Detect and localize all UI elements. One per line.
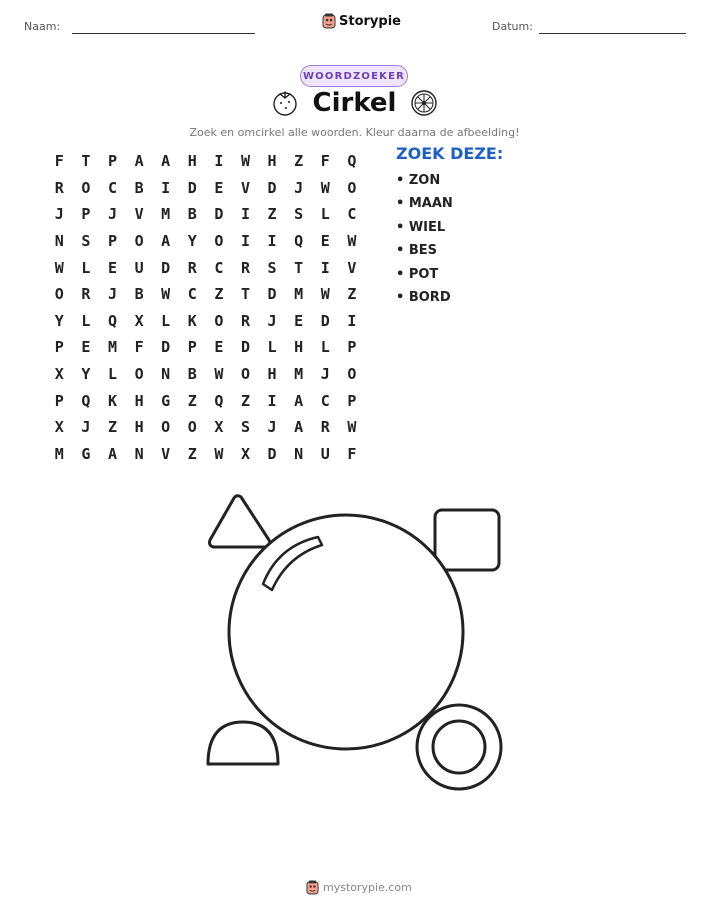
grid-letter[interactable]: Y [81,365,91,384]
grid-letter[interactable]: S [81,232,91,251]
grid-letter[interactable]: C [187,285,197,304]
footer [306,880,412,895]
grid-letter[interactable]: O [347,178,357,197]
grid-letter[interactable]: D [267,178,277,197]
grid-letter[interactable]: L [81,311,91,330]
grid-letter[interactable]: M [294,365,304,384]
grid-letter[interactable]: W [347,232,357,251]
grid-letter[interactable]: C [214,258,224,277]
grid-letter[interactable]: P [107,232,117,251]
grid-letter[interactable]: I [320,258,330,277]
grid-letter[interactable]: Z [107,418,117,437]
word-item: • ZON [396,171,453,194]
grid-letter[interactable]: Q [347,152,357,171]
grid-letter[interactable]: H [134,418,144,437]
grid-letter[interactable]: Z [347,285,357,304]
grid-letter[interactable]: M [294,285,304,304]
grid-letter[interactable]: L [107,365,117,384]
grid-letter[interactable]: O [161,418,171,437]
grid-letter[interactable]: N [134,444,144,463]
name-label: Naam: [24,20,61,33]
grid-letter[interactable]: D [240,338,250,357]
grid-letter[interactable]: H [294,338,304,357]
grid-letter[interactable]: M [161,205,171,224]
grid-letter[interactable]: Y [187,232,197,251]
grid-letter[interactable]: W [347,418,357,437]
grid-letter[interactable]: A [294,418,304,437]
semicircle-icon[interactable] [208,722,278,764]
grid-letter[interactable]: R [187,258,197,277]
grid-letter[interactable]: P [187,338,197,357]
word-item: • BORD [396,288,453,311]
grid-letter[interactable]: W [240,152,250,171]
date-label: Datum: [492,20,533,33]
grid-letter[interactable]: L [267,338,277,357]
grid-letter[interactable]: U [134,258,144,277]
grid-letter[interactable]: D [161,258,171,277]
grid-letter[interactable]: J [107,205,117,224]
grid-letter[interactable]: V [161,444,171,463]
grid-letter[interactable]: H [134,391,144,410]
brand-name: Storypie [339,13,401,29]
instructions: Zoek en omcirkel alle woorden. Kleur daarna de afbeelding! [189,126,520,139]
grid-letter[interactable]: B [187,365,197,384]
grid-letter[interactable]: O [240,365,250,384]
grid-letter[interactable]: I [214,152,224,171]
grid-letter[interactable]: W [320,178,330,197]
grid-letter[interactable]: Z [187,391,197,410]
grid-letter[interactable]: F [347,444,357,463]
grid-letter[interactable]: G [81,444,91,463]
grid-letter[interactable]: S [240,418,250,437]
grid-letter[interactable]: P [107,152,117,171]
grid-letter[interactable]: O [54,285,64,304]
circle-icon[interactable] [229,515,463,749]
grid-letter[interactable]: M [107,338,117,357]
grid-letter[interactable]: Q [81,391,91,410]
grid-letter[interactable]: X [54,418,64,437]
grid-letter[interactable]: O [214,232,224,251]
grid-letter[interactable]: I [267,391,277,410]
grid-letter[interactable]: N [54,232,64,251]
grid-letter[interactable]: Y [54,311,64,330]
grid-letter[interactable]: T [294,258,304,277]
grid-letter[interactable]: Z [240,391,250,410]
grid-letter[interactable]: W [320,285,330,304]
word-item: • BES [396,241,453,264]
square-icon[interactable] [435,510,499,570]
grid-letter[interactable]: H [267,152,277,171]
storypie-mascot-icon [306,880,319,895]
word-item: • WIEL [396,218,453,241]
grid-letter[interactable]: D [320,311,330,330]
grid-letter[interactable]: O [134,365,144,384]
grid-letter[interactable]: K [107,391,117,410]
grid-letter[interactable]: W [214,444,224,463]
grid-letter[interactable]: J [107,285,117,304]
grid-letter[interactable]: E [214,178,224,197]
grid-letter[interactable]: A [294,391,304,410]
grid-letter[interactable]: N [161,365,171,384]
grid-letter[interactable]: P [54,338,64,357]
grid-letter[interactable]: D [187,178,197,197]
grid-letter[interactable]: A [161,152,171,171]
grid-letter[interactable]: Z [267,205,277,224]
grid-letter[interactable]: L [161,311,171,330]
grid-letter[interactable]: R [54,178,64,197]
grid-letter[interactable]: D [161,338,171,357]
grid-letter[interactable]: O [187,418,197,437]
grid-letter[interactable]: W [214,365,224,384]
grid-letter[interactable]: F [134,338,144,357]
grid-letter[interactable]: A [161,232,171,251]
grid-letter[interactable]: P [347,391,357,410]
grid-letter[interactable]: P [347,338,357,357]
grid-letter[interactable]: D [214,205,224,224]
grid-letter[interactable]: H [267,365,277,384]
grid-letter[interactable]: Z [187,444,197,463]
grid-letter[interactable]: A [107,444,117,463]
grid-letter[interactable]: Q [107,311,117,330]
grid-letter[interactable]: I [240,232,250,251]
grid-letter[interactable]: O [214,311,224,330]
grid-letter[interactable]: W [54,258,64,277]
grid-letter[interactable]: Q [294,232,304,251]
grid-letter[interactable]: U [320,444,330,463]
grid-letter[interactable]: E [294,311,304,330]
grid-letter[interactable]: J [267,311,277,330]
grid-letter[interactable]: E [214,338,224,357]
grid-letter[interactable]: J [267,418,277,437]
grid-letter[interactable]: X [214,418,224,437]
category-badge: WOORDZOEKER [300,65,408,87]
grid-letter[interactable]: N [294,444,304,463]
grid-letter[interactable]: Z [294,152,304,171]
grid-letter[interactable]: T [240,285,250,304]
grid-letter[interactable]: I [347,311,357,330]
grid-letter[interactable]: B [134,285,144,304]
grid-letter[interactable]: J [294,178,304,197]
grid-letter[interactable]: S [294,205,304,224]
grid-letter[interactable]: E [320,232,330,251]
grid-letter[interactable]: F [54,152,64,171]
grid-letter[interactable]: A [134,152,144,171]
grid-letter[interactable]: Z [214,285,224,304]
grid-letter[interactable]: M [54,444,64,463]
grid-letter[interactable]: S [267,258,277,277]
grid-letter[interactable]: C [320,391,330,410]
grid-letter[interactable]: V [134,205,144,224]
grid-letter[interactable]: V [240,178,250,197]
word-list-title: ZOEK DEZE: [396,144,504,163]
grid-letter[interactable]: X [134,311,144,330]
grid-letter[interactable]: E [107,258,117,277]
word-item: • MAAN [396,194,453,217]
grid-letter[interactable]: I [161,178,171,197]
grid-letter[interactable]: D [267,444,277,463]
grid-letter[interactable]: J [81,418,91,437]
grid-letter[interactable]: R [320,418,330,437]
grid-letter[interactable]: O [134,232,144,251]
grid-letter[interactable]: L [81,258,91,277]
grid-letter[interactable]: G [161,391,171,410]
grid-letter[interactable]: K [187,311,197,330]
grid-letter[interactable]: C [347,205,357,224]
grid-letter[interactable]: L [320,338,330,357]
footer-url[interactable]: mystorypie.com [323,881,412,894]
grid-letter[interactable]: W [161,285,171,304]
grid-letter[interactable]: R [240,258,250,277]
grid-letter[interactable]: B [187,205,197,224]
word-item: • POT [396,265,453,288]
grid-letter[interactable]: J [320,365,330,384]
page-title: Cirkel [312,88,397,118]
grid-letter[interactable]: R [240,311,250,330]
grid-letter[interactable]: O [81,178,91,197]
grid-letter[interactable]: J [54,205,64,224]
grid-letter[interactable]: C [107,178,117,197]
grid-letter[interactable]: P [81,205,91,224]
grid-letter[interactable]: I [240,205,250,224]
grid-letter[interactable]: I [267,232,277,251]
grid-letter[interactable]: F [320,152,330,171]
grid-letter[interactable]: V [347,258,357,277]
grid-letter[interactable]: X [54,365,64,384]
grid-letter[interactable]: B [134,178,144,197]
grid-letter[interactable]: Q [214,391,224,410]
grid-letter[interactable]: O [347,365,357,384]
grid-letter[interactable]: T [81,152,91,171]
triangle-icon[interactable] [210,496,271,547]
grid-letter[interactable]: H [187,152,197,171]
grid-letter[interactable]: X [240,444,250,463]
grid-letter[interactable]: L [320,205,330,224]
ring-inner [433,721,485,773]
grid-letter[interactable]: R [81,285,91,304]
grid-letter[interactable]: E [81,338,91,357]
grid-letter[interactable]: P [54,391,64,410]
grid-letter[interactable]: D [267,285,277,304]
